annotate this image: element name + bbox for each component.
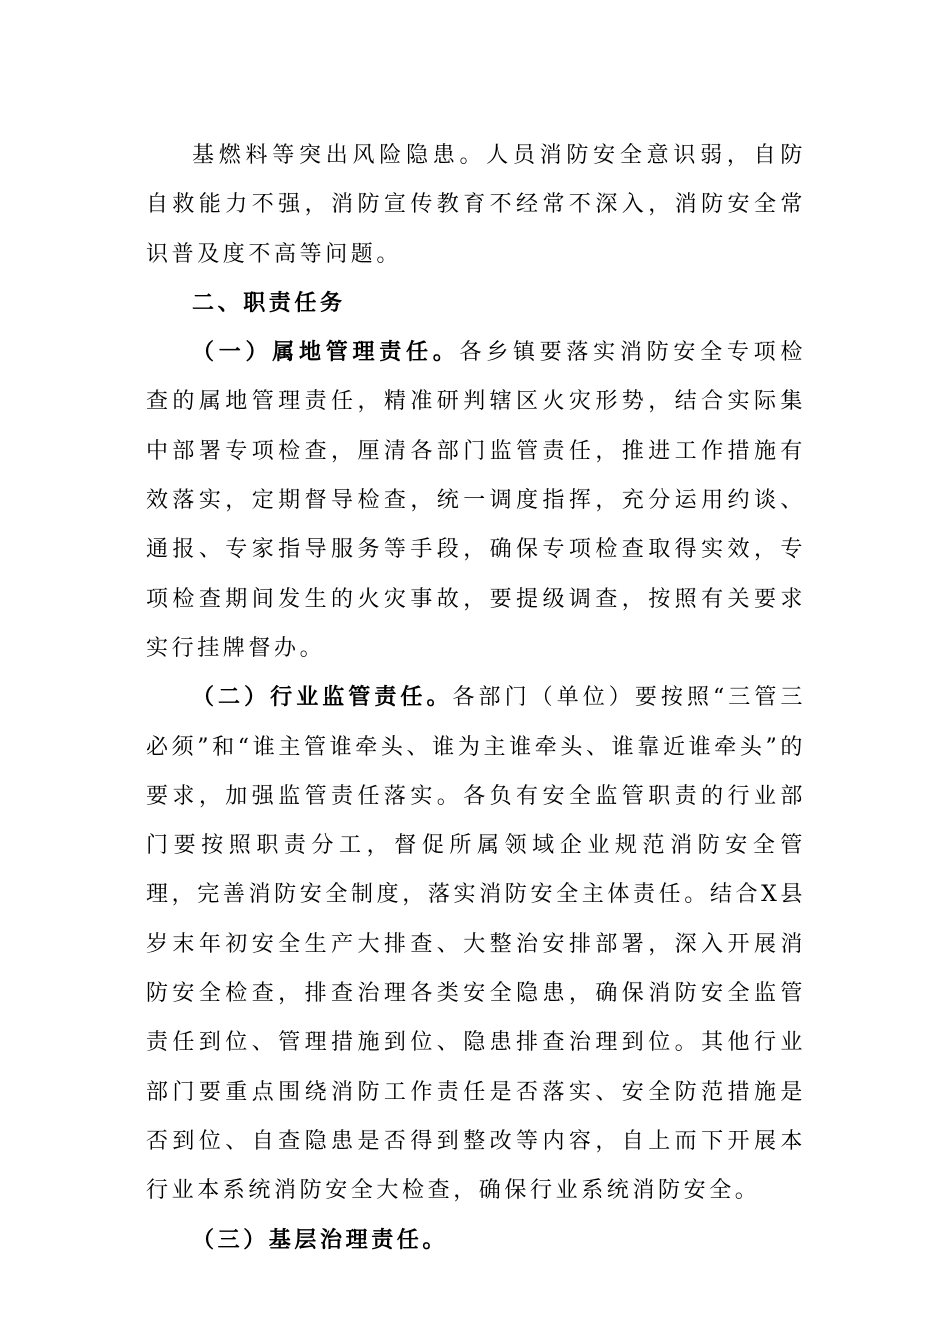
- paragraph-body-industry: 各部门（单位）要按照“三管三必须”和“谁主管谁牵头、谁为主谁牵头、谁靠近谁牵头”的要求，加强监管责任落实。各负有安全监管职责的行业部门要按照职责分工，督促所属领域企业规范消防安全管理，完善消防安全制度，落实消防安全主体责任。结合X县岁末年初安全生产大排查、大整治安排部署，深入开展消防安全检查，排查治理各类安全隐患，确保消防安全监管责任到位、管理措施到位、隐患排查治理到位。其他行业部门要重点围绕消防工作责任是否落实、安全防范措施是否到位、自查隐患是否得到整改等内容，自上而下开展本行业本系统消防安全大检查，确保行业系统消防安全。: [146, 685, 806, 1204]
- paragraph-territorial-responsibility: [146, 328, 806, 673]
- paragraph-risk-summary: 基燃料等突出风险隐患。人员消防安全意识弱，自防自救能力不强，消防宣传教育不经常不深入，消防安全常识普及度不高等问题。: [146, 143, 806, 267]
- paragraph-lead-grassroots: （三）基层治理责任。: [192, 1226, 449, 1253]
- paragraph-industry-supervision: [146, 673, 806, 1215]
- section-heading-duties: 二、职责任务: [192, 289, 346, 316]
- paragraph-body-territorial: 各乡镇要落实消防安全专项检查的属地管理责任，精准研判辖区火灾形势，结合实际集中部署专项检查，厘清各部门监管责任，推进工作措施有效落实，定期督导检查，统一调度指挥，充分运用约谈、通报、专家指导服务等手段，确保专项检查取得实效，专项检查期间发生的火灾事故，要提级调查，按照有关要求实行挂牌督办。: [146, 340, 806, 661]
- paragraph-lead-territorial: （一）属地管理责任。: [192, 339, 460, 366]
- document-body: [146, 131, 806, 1265]
- paragraph-lead-industry: （二）行业监管责任。: [192, 684, 453, 711]
